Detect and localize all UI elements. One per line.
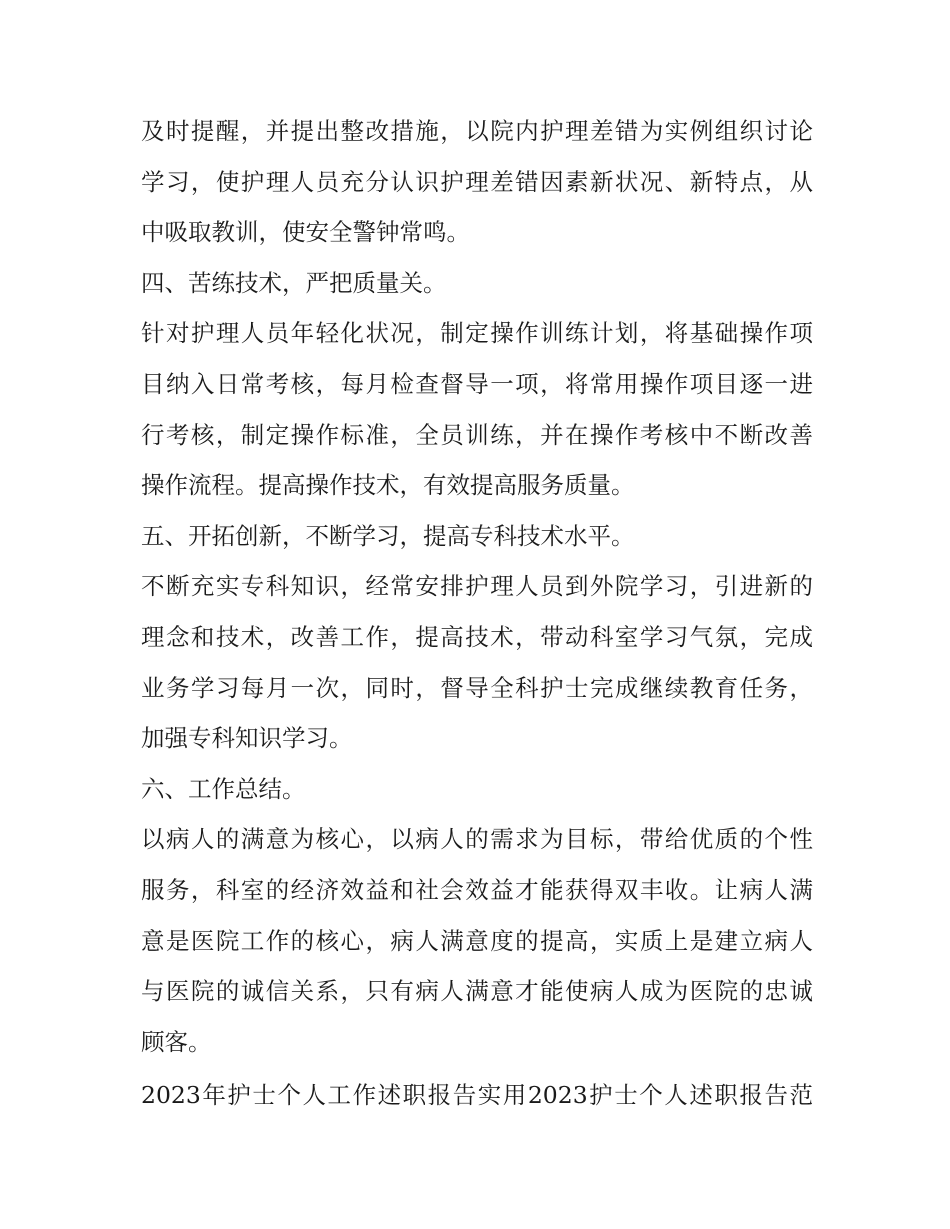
text-line: 不断充实专科知识，经常安排护理人员到外院学习，引进新的 <box>141 572 813 601</box>
section-heading: 五、开拓创新，不断学习，提高专科技术水平。 <box>141 521 635 550</box>
text-line: 加强专科知识学习。 <box>141 724 353 753</box>
text-line: 学习，使护理人员充分认识护理差错因素新状况、新特点，从 <box>141 167 813 196</box>
document-title-line: 2023年护士个人工作述职报告实用2023护士个人述职报告范 <box>141 1081 813 1110</box>
text-line: 意是医院工作的核心，病人满意度的提高，实质上是建立病人 <box>141 926 813 955</box>
text-line: 顾客。 <box>141 1027 212 1056</box>
text-line: 行考核，制定操作标准，全员训练，并在操作考核中不断改善 <box>141 420 813 449</box>
text-line: 以病人的满意为核心，以病人的需求为目标，带给优质的个性 <box>141 825 813 854</box>
section-heading: 六、工作总结。 <box>141 774 306 803</box>
text-line: 理念和技术，改善工作，提高技术，带动科室学习气氛，完成 <box>141 622 813 651</box>
text-line: 操作流程。提高操作技术，有效提高服务质量。 <box>141 471 635 500</box>
text-line: 与医院的诚信关系，只有病人满意才能使病人成为医院的忠诚 <box>141 977 813 1006</box>
text-line: 业务学习每月一次，同时，督导全科护士完成继续教育任务， <box>141 673 813 702</box>
text-line: 及时提醒，并提出整改措施，以院内护理差错为实例组织讨论 <box>141 117 813 145</box>
text-line: 目纳入日常考核，每月检查督导一项，将常用操作项目逐一进 <box>141 369 813 398</box>
text-line: 中吸取教训，使安全警钟常鸣。 <box>141 218 470 247</box>
document-body <box>141 106 813 1121</box>
text-line: 服务，科室的经济效益和社会效益才能获得双丰收。让病人满 <box>141 875 813 904</box>
text-line: 针对护理人员年轻化状况，制定操作训练计划，将基础操作项 <box>141 319 813 348</box>
section-heading: 四、苦练技术，严把质量关。 <box>141 268 447 297</box>
